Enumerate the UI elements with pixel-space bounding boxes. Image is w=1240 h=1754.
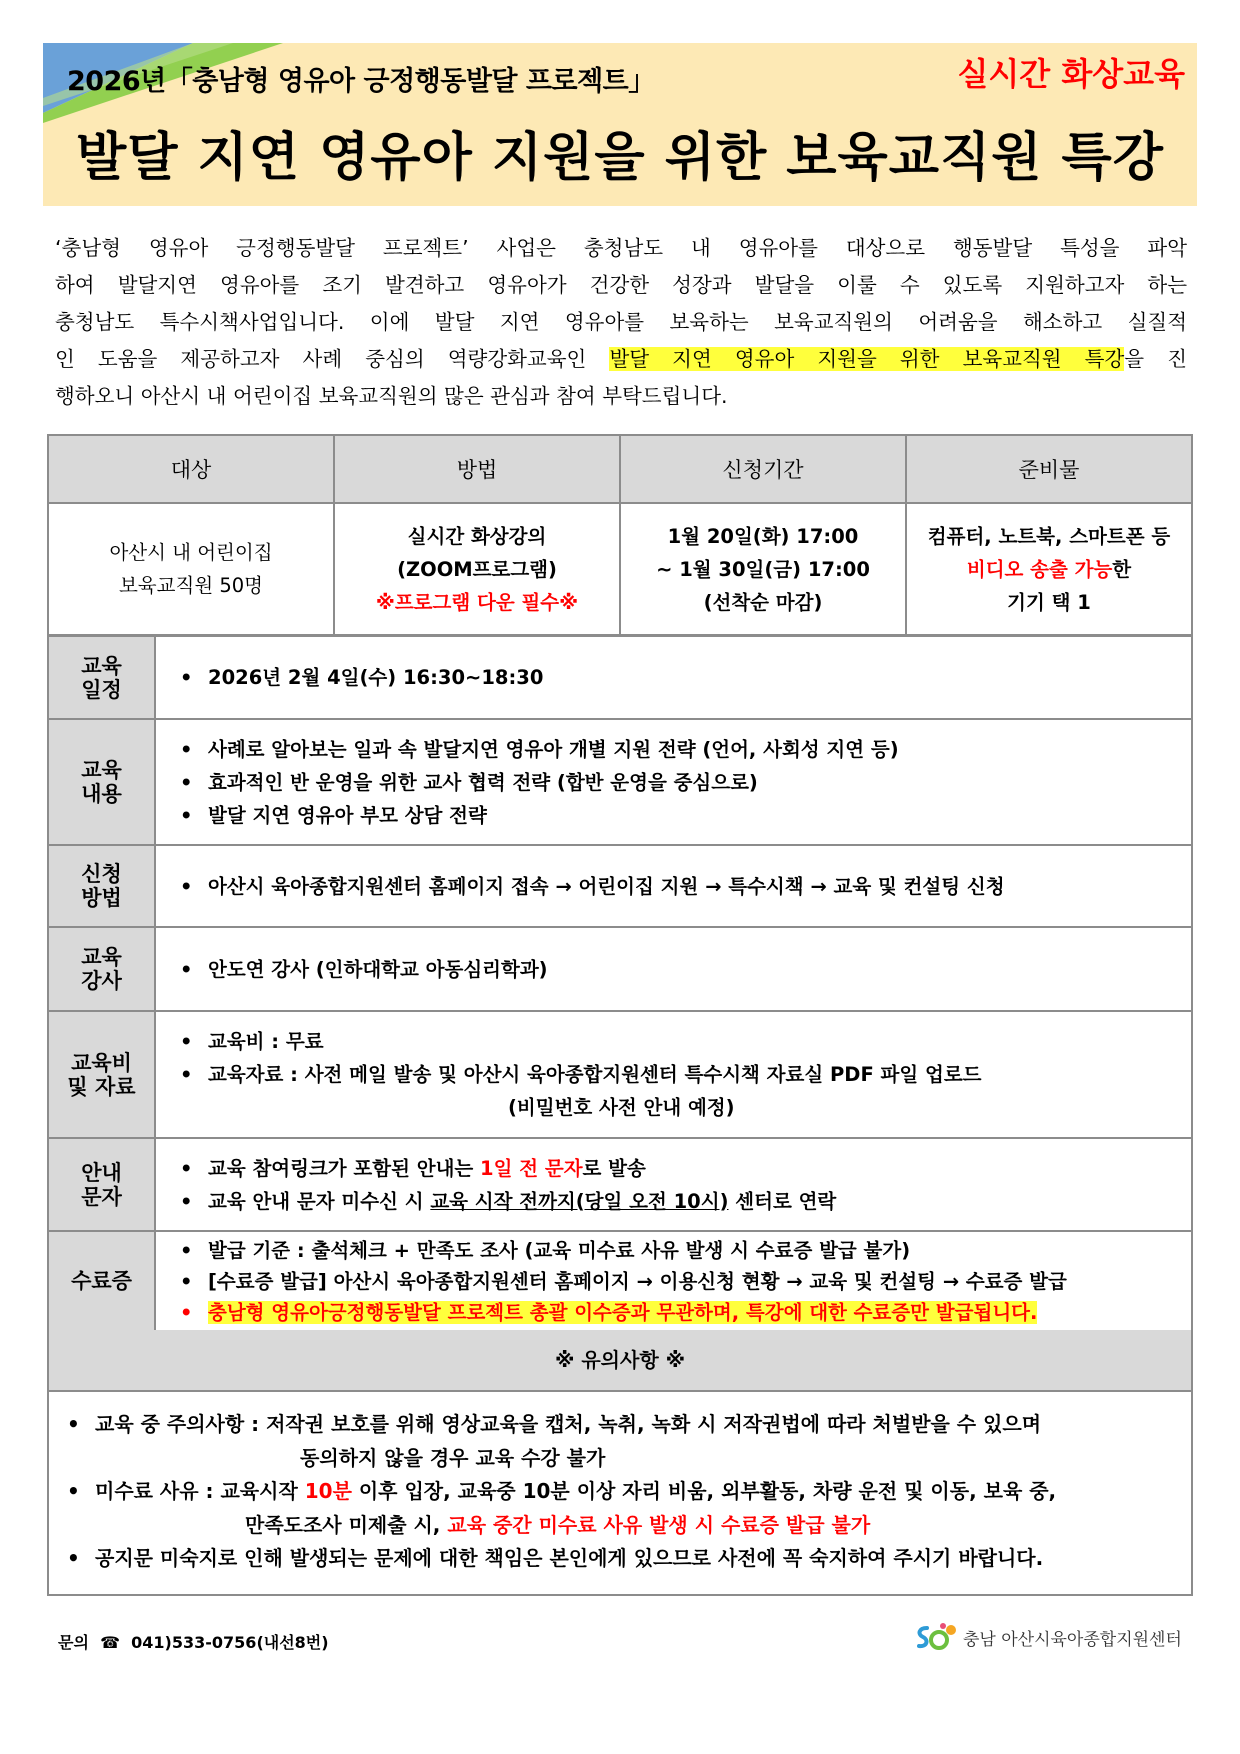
row-apply (48, 845, 1192, 927)
notice-text: 만족도조사 미제출 시, (245, 1512, 448, 1537)
supplies-text: 한 (1112, 557, 1132, 581)
notice-item: • 교육 중 주의사항 : 저작권 보호를 위해 영상교육을 캡처, 녹취, 녹화 시 저작권법에 따라 처벌받을 수 있으며 (65, 1408, 1191, 1442)
notice-item (65, 1475, 1191, 1509)
label-content (48, 719, 155, 845)
notice-continuation: 동의하지 않을 경우 교육 수강 불가 (300, 1445, 606, 1470)
info-value-row (48, 503, 1192, 635)
row-sms (48, 1138, 1192, 1231)
value-sms (155, 1138, 1192, 1231)
value-apply (155, 845, 1192, 927)
header-banner (43, 43, 1197, 206)
supplies-red: 비디오 송출 가능 (966, 557, 1113, 581)
content-item: • 사례로 알아보는 일과 속 발달지연 영유아 개별 지원 전략 (언어, 사회성 지연 등) (178, 733, 1191, 766)
instructor-item: • 안도연 강사 (인하대학교 아동심리학과) (178, 953, 1191, 986)
schedule-item: • 2026년 2월 4일(수) 16:30~18:30 (178, 661, 1191, 694)
sms-text: 센터로 연락 (728, 1189, 837, 1213)
label-apply (48, 845, 155, 927)
certificate-item: • 발급 기준 : 출석체크 + 만족도 조사 (교육 미수료 사유 발생 시 수료증 발급 불가) (178, 1235, 1191, 1266)
sms-underline: 교육 시작 전까지(당일 오전 10시) (430, 1189, 729, 1213)
project-subtitle: 2026년「충남형 영유아 긍정행동발달 프로젝트」 (67, 66, 655, 97)
value-fee (155, 1011, 1192, 1138)
fee-item: • 교육비 : 무료 (178, 1025, 1191, 1058)
intro-text: 인 도움을 제공하고자 사례 중심의 역량강화교육인 (55, 347, 610, 371)
org-name: 충남 아산시육아종합지원센터 (963, 1629, 1182, 1650)
supplies-line: 기기 택 1 (1007, 590, 1091, 614)
apply-item: • 아산시 육아종합지원센터 홈페이지 접속 → 어린이집 지원 → 특수시책 → 교육 및 컨설팅 신청 (178, 870, 1191, 903)
label-fee (48, 1011, 155, 1138)
label-instructor (48, 927, 155, 1011)
notice-item: • 공지문 미숙지로 인해 발생되는 문제에 대한 책임은 본인에게 있으므로 사전에 꼭 숙지하여 주시기 바랍니다. (65, 1542, 1191, 1576)
phone-icon: ☎ (94, 1633, 126, 1652)
target-line: 아산시 내 어린이집 (109, 541, 273, 564)
notice-red: 교육 중간 미수료 사유 발생 시 수료증 발급 불가 (447, 1512, 871, 1537)
footer-contact (58, 1630, 329, 1653)
header-target: 대상 (48, 435, 334, 503)
label-text: 신청 방법 (81, 862, 122, 910)
intro-line: 하여 발달지연 영유아를 조기 발견하고 영유아가 건강한 성장과 발달을 이룰 수 있도록 지원하고자 하는 (55, 273, 1187, 297)
target-line: 보육교직원 50명 (118, 574, 264, 597)
method-line: (ZOOM프로그램) (397, 557, 557, 581)
method-note: ※프로그램 다운 필수※ (375, 590, 579, 614)
row-instructor (48, 927, 1192, 1011)
sms-text: 로 발송 (582, 1156, 646, 1180)
period-line: (선착순 마감) (703, 590, 823, 614)
sms-text: 교육 안내 문자 미수신 시 (208, 1189, 431, 1213)
content-item: • 효과적인 반 운영을 위한 교사 협력 전략 (합반 운영을 중심으로) (178, 766, 1191, 799)
org-logo (913, 1620, 1182, 1654)
sms-item (178, 1152, 1191, 1185)
org-logo-icon (913, 1620, 959, 1654)
sms-red: 1일 전 문자 (480, 1156, 583, 1180)
sms-text: 교육 참여링크가 포함된 안내는 (208, 1156, 481, 1180)
supplies-line: 컴퓨터, 노트북, 스마트폰 등 (927, 524, 1171, 548)
label-schedule (48, 636, 155, 719)
notice-body (47, 1392, 1193, 1596)
contact-label: 문의 (58, 1633, 89, 1652)
value-certificate (155, 1231, 1192, 1331)
intro-text: 을 진 (1124, 347, 1187, 371)
row-fee (48, 1011, 1192, 1138)
fee-continuation: (비밀번호 사전 안내 예정) (508, 1096, 735, 1119)
row-content (48, 719, 1192, 845)
header-supplies: 준비물 (906, 435, 1192, 503)
row-certificate (48, 1231, 1192, 1331)
value-content (155, 719, 1192, 845)
label-text: 교육 일정 (81, 653, 122, 702)
header-method: 방법 (334, 435, 620, 503)
certificate-highlight-item (178, 1297, 1191, 1328)
info-table (47, 434, 1193, 636)
period-line: ~ 1월 30일(금) 17:00 (656, 557, 870, 581)
header-period: 신청기간 (620, 435, 906, 503)
target-cell (48, 503, 334, 635)
label-sms (48, 1138, 155, 1231)
details-table (47, 635, 1193, 1332)
method-cell (334, 503, 620, 635)
intro-paragraph (55, 230, 1187, 415)
label-text: 교육비 및 자료 (67, 1050, 136, 1099)
supplies-cell (906, 503, 1192, 635)
live-education-label: 실시간 화상교육 (957, 55, 1185, 93)
label-text: 교육 내용 (81, 758, 122, 806)
contact-phone: 041)533-0756(내선8번) (131, 1633, 329, 1652)
supplies-line (907, 553, 1191, 586)
value-schedule (155, 636, 1192, 719)
notice-heading: ※ 유의사항 ※ (47, 1330, 1193, 1392)
row-schedule (48, 636, 1192, 719)
label-text: 수료증 (71, 1269, 132, 1293)
content-item: • 발달 지연 영유아 부모 상담 전략 (178, 799, 1191, 832)
intro-highlight: 발달 지연 영유아 지원을 위한 보육교직원 특강 (609, 347, 1125, 371)
label-text: 교육 강사 (81, 945, 122, 993)
period-cell (620, 503, 906, 635)
period-line: 1월 20일(화) 17:00 (667, 524, 859, 548)
intro-line (55, 341, 1187, 378)
intro-line: 행하오니 아산시 내 어린이집 보육교직원의 많은 관심과 참여 부탁드립니다. (55, 384, 728, 408)
fee-item: • 교육자료 : 사전 메일 발송 및 아산시 육아종합지원센터 특수시책 자료실 PDF 파일 업로드 (178, 1058, 1191, 1091)
notice-continuation (65, 1509, 1191, 1543)
value-instructor (155, 927, 1192, 1011)
label-certificate (48, 1231, 155, 1331)
notice-red: 10분 (304, 1479, 352, 1503)
certificate-item: • [수료증 발급] 아산시 육아종합지원센터 홈페이지 → 이용신청 현황 → 교육 및 컨설팅 → 수료증 발급 (178, 1266, 1191, 1297)
notice-text: 이후 입장, 교육중 10분 이상 자리 비움, 외부활동, 차량 운전 및 이동, 보육 중, (351, 1479, 1057, 1503)
method-line: 실시간 화상강의 (407, 524, 547, 548)
notice-text: 미수료 사유 : 교육시작 (95, 1479, 305, 1503)
sms-item (178, 1185, 1191, 1218)
certificate-highlight: 충남형 영유아긍정행동발달 프로젝트 총괄 이수증과 무관하며, 특강에 대한 수료증만 발급됩니다. (208, 1300, 1038, 1324)
intro-line: 충청남도 특수시책사업입니다. 이에 발달 지연 영유아를 보육하는 보육교직원의 어려움을 해소하고 실질적 (55, 310, 1187, 334)
info-header-row (48, 435, 1192, 503)
page-title: 발달 지연 영유아 지원을 위한 보육교직원 특강 (75, 128, 1165, 188)
intro-line: ‘충남형 영유아 긍정행동발달 프로젝트’ 사업은 충청남도 내 영유아를 대상으로 행동발달 특성을 파악 (55, 236, 1187, 260)
label-text: 안내 문자 (81, 1160, 122, 1209)
